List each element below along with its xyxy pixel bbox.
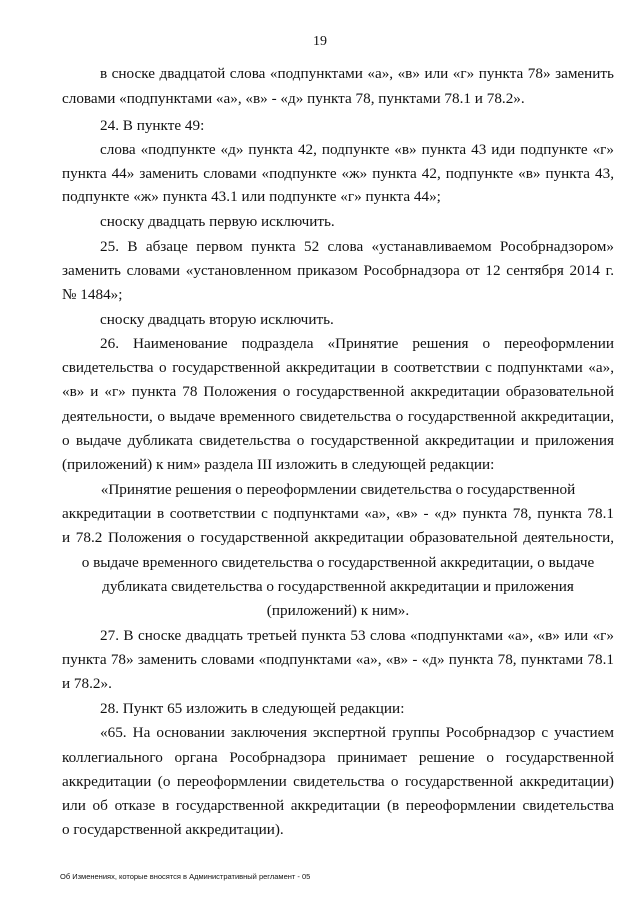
- text-line: слова «подпункте «д» пункта 42, подпункте «в» пункта 43 иди подпункте «г»: [100, 141, 614, 158]
- text-line: № 1484»;: [62, 286, 123, 303]
- text-line: и 78.2».: [62, 675, 112, 692]
- text-line: или об отказе в государственной аккредитации (в переоформлении свидетельства: [62, 797, 614, 814]
- text-line: «в» и «г» пункта 78 Положения о государственной аккредитации образовательной: [62, 383, 614, 400]
- text-line: (приложений) к ним».: [266, 602, 410, 619]
- text-line: подпункте «ж» пункта 43.1 или подпункте «г» пункта 44»;: [62, 188, 441, 205]
- text-line: 28. Пункт 65 изложить в следующей редакции:: [100, 700, 405, 717]
- text-line: дубликата свидетельства о государственной аккредитации и приложения: [102, 578, 574, 595]
- text-line: аккредитации (о переоформлении свидетельства о государственной аккредитации): [62, 773, 614, 790]
- text-line: о выдаче дубликата свидетельства о государственной аккредитации и приложения: [62, 432, 614, 449]
- text-line: сноску двадцать первую исключить.: [100, 213, 335, 230]
- text-line: 27. В сноске двадцать третьей пункта 53 слова «подпунктами «а», «в» или «г»: [100, 627, 614, 644]
- text-line: 25. В абзаце первом пункта 52 слова «устанавливаемом Рособрнадзором»: [100, 238, 614, 255]
- text-line: аккредитации в соответствии с подпунктами «а», «в» - «д» пункта 78, пункта 78.1: [62, 505, 614, 522]
- text-line: словами «подпунктами «а», «в» - «д» пункта 78, пунктами 78.1 и 78.2».: [62, 90, 525, 107]
- text-line: 26. Наименование подраздела «Принятие решения о переоформлении: [100, 335, 614, 352]
- page-number: 19: [313, 34, 327, 49]
- text-line: пункта 44» заменить словами «подпункте «ж» пункта 42, подпункте «в» пункта 43,: [62, 165, 614, 182]
- text-line: и 78.2 Положения о государственной аккредитации образовательной деятельности,: [62, 529, 614, 546]
- text-line: о государственной аккредитации).: [62, 821, 284, 838]
- text-line: пункта 78» заменить словами «подпунктами «а», «в» - «д» пункта 78, пунктами 78.1: [62, 651, 614, 668]
- text-line: «Принятие решения о переоформлении свидетельства о государственной: [100, 481, 576, 498]
- text-line: «65. На основании заключения экспертной группы Рособрнадзор с участием: [100, 724, 614, 741]
- text-line: коллегиального органа Рособрнадзора принимает решение о государственной: [62, 749, 614, 766]
- text-line: заменить словами «установленном приказом Рособрнадзора от 12 сентября 2014 г.: [62, 262, 614, 279]
- text-line: в сноске двадцатой слова «подпунктами «а», «в» или «г» пункта 78» заменить: [100, 65, 614, 82]
- text-line: сноску двадцать вторую исключить.: [100, 311, 334, 328]
- text-line: о выдаче временного свидетельства о государственной аккредитации, о выдаче: [81, 554, 595, 571]
- text-line: деятельности, о выдаче временного свидетельства о государственной аккредитации,: [62, 408, 614, 425]
- text-line: (приложений) к ним» раздела III изложить в следующей редакции:: [62, 456, 495, 473]
- text-line: свидетельства о государственной аккредитации в соответствии с подпунктами «а»,: [62, 359, 614, 376]
- page-footer: Об Изменениях, которые вносятся в Административный регламент - 05: [60, 872, 311, 881]
- text-line: 24. В пункте 49:: [100, 117, 205, 134]
